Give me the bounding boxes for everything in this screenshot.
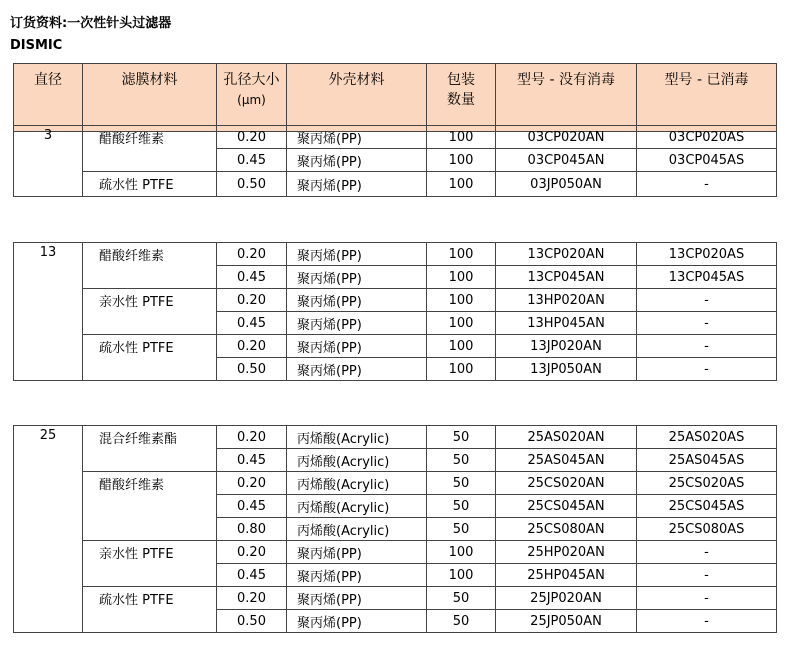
membrane-cell: 混合纤维素酯 <box>83 426 217 472</box>
diameter-cell: 25 <box>14 426 83 633</box>
housing-cell: 丙烯酸(Acrylic) <box>287 426 427 449</box>
housing-cell: 丙烯酸(Acrylic) <box>287 472 427 495</box>
membrane-cell: 醋酸纤维素 <box>83 126 217 172</box>
housing-cell: 聚丙烯(PP) <box>287 541 427 564</box>
pore-size-cell: 0.45 <box>217 449 287 472</box>
diameter-cell: 3 <box>14 126 83 197</box>
quantity-cell: 50 <box>427 610 496 633</box>
table-row <box>14 126 777 149</box>
pore-size-cell: 0.80 <box>217 518 287 541</box>
quantity-cell: 50 <box>427 495 496 518</box>
quantity-cell: 100 <box>427 289 496 312</box>
header-model-sterile: 型号 - 已消毒 <box>637 64 777 132</box>
membrane-cell: 亲水性 PTFE <box>83 541 217 587</box>
model-nonsterile-cell: 25AS045AN <box>496 449 637 472</box>
membrane-cell: 疏水性 PTFE <box>83 587 217 633</box>
diameter-cell: 13 <box>14 243 83 381</box>
header-pore-line1: 孔径大小 <box>223 72 280 88</box>
pore-size-cell: 0.50 <box>217 610 287 633</box>
model-nonsterile-cell: 13CP020AN <box>496 243 637 266</box>
membrane-cell: 亲水性 PTFE <box>83 289 217 335</box>
housing-cell: 聚丙烯(PP) <box>287 358 427 381</box>
housing-cell: 聚丙烯(PP) <box>287 312 427 335</box>
group-table-13mm <box>13 242 777 381</box>
brand-subtitle: DISMIC <box>10 38 63 53</box>
model-sterile-cell: 25AS020AS <box>637 426 777 449</box>
model-sterile-cell: 25CS020AS <box>637 472 777 495</box>
model-nonsterile-cell: 25JP020AN <box>496 587 637 610</box>
model-nonsterile-cell: 25CS020AN <box>496 472 637 495</box>
model-nonsterile-cell: 13CP045AN <box>496 266 637 289</box>
model-sterile-cell: 25CS080AS <box>637 518 777 541</box>
model-nonsterile-cell: 03JP050AN <box>496 172 637 197</box>
quantity-cell: 50 <box>427 449 496 472</box>
model-sterile-cell: 03CP020AS <box>637 126 777 149</box>
table-row <box>14 243 777 266</box>
group-table-25mm <box>13 425 777 633</box>
housing-cell: 聚丙烯(PP) <box>287 126 427 149</box>
model-sterile-cell: 13CP045AS <box>637 266 777 289</box>
membrane-cell: 疏水性 PTFE <box>83 172 217 197</box>
model-nonsterile-cell: 25HP045AN <box>496 564 637 587</box>
housing-cell: 聚丙烯(PP) <box>287 564 427 587</box>
model-nonsterile-cell: 25JP050AN <box>496 610 637 633</box>
header-row <box>14 64 777 132</box>
quantity-cell: 50 <box>427 587 496 610</box>
housing-cell: 聚丙烯(PP) <box>287 266 427 289</box>
table-header <box>13 63 777 132</box>
quantity-cell: 100 <box>427 172 496 197</box>
housing-cell: 丙烯酸(Acrylic) <box>287 495 427 518</box>
table-row <box>14 472 777 495</box>
model-sterile-cell: - <box>637 172 777 197</box>
model-sterile-cell: - <box>637 289 777 312</box>
membrane-cell: 醋酸纤维素 <box>83 472 217 541</box>
pore-size-cell: 0.20 <box>217 472 287 495</box>
housing-cell: 聚丙烯(PP) <box>287 610 427 633</box>
housing-cell: 聚丙烯(PP) <box>287 587 427 610</box>
quantity-cell: 100 <box>427 243 496 266</box>
quantity-cell: 100 <box>427 266 496 289</box>
header-qty-line2: 数量 <box>447 92 475 108</box>
model-sterile-cell: - <box>637 564 777 587</box>
header-housing: 外壳材料 <box>287 64 427 132</box>
model-sterile-cell: 25AS045AS <box>637 449 777 472</box>
model-nonsterile-cell: 13JP020AN <box>496 335 637 358</box>
model-nonsterile-cell: 03CP045AN <box>496 149 637 172</box>
model-sterile-cell: 13CP020AS <box>637 243 777 266</box>
housing-cell: 聚丙烯(PP) <box>287 243 427 266</box>
membrane-cell: 疏水性 PTFE <box>83 335 217 381</box>
header-model-nonsterile: 型号 - 没有消毒 <box>496 64 637 132</box>
quantity-cell: 50 <box>427 518 496 541</box>
housing-cell: 聚丙烯(PP) <box>287 149 427 172</box>
pore-size-cell: 0.45 <box>217 149 287 172</box>
pore-size-cell: 0.45 <box>217 495 287 518</box>
model-nonsterile-cell: 13JP050AN <box>496 358 637 381</box>
quantity-cell: 100 <box>427 358 496 381</box>
page-title: 订货资料:一次性针头过滤器 <box>10 16 172 31</box>
model-sterile-cell: - <box>637 358 777 381</box>
model-sterile-cell: - <box>637 335 777 358</box>
model-nonsterile-cell: 13HP020AN <box>496 289 637 312</box>
table-row <box>14 587 777 610</box>
housing-cell: 聚丙烯(PP) <box>287 335 427 358</box>
quantity-cell: 100 <box>427 126 496 149</box>
header-pore-size <box>217 64 287 132</box>
model-nonsterile-cell: 25HP020AN <box>496 541 637 564</box>
model-sterile-cell: - <box>637 541 777 564</box>
pore-size-cell: 0.20 <box>217 289 287 312</box>
pore-size-cell: 0.50 <box>217 358 287 381</box>
group-table-3mm <box>13 125 777 197</box>
model-sterile-cell: 03CP045AS <box>637 149 777 172</box>
table-row <box>14 426 777 449</box>
pore-size-cell: 0.20 <box>217 426 287 449</box>
housing-cell: 丙烯酸(Acrylic) <box>287 449 427 472</box>
model-sterile-cell: 25CS045AS <box>637 495 777 518</box>
table-row <box>14 335 777 358</box>
quantity-cell: 50 <box>427 472 496 495</box>
model-nonsterile-cell: 25AS020AN <box>496 426 637 449</box>
quantity-cell: 100 <box>427 564 496 587</box>
housing-cell: 丙烯酸(Acrylic) <box>287 518 427 541</box>
pore-size-cell: 0.45 <box>217 312 287 335</box>
table-row <box>14 541 777 564</box>
pore-size-cell: 0.20 <box>217 126 287 149</box>
pore-size-cell: 0.45 <box>217 564 287 587</box>
membrane-cell: 醋酸纤维素 <box>83 243 217 289</box>
pore-size-cell: 0.50 <box>217 172 287 197</box>
quantity-cell: 100 <box>427 312 496 335</box>
housing-cell: 聚丙烯(PP) <box>287 289 427 312</box>
pore-size-cell: 0.20 <box>217 335 287 358</box>
quantity-cell: 100 <box>427 335 496 358</box>
model-sterile-cell: - <box>637 587 777 610</box>
model-nonsterile-cell: 03CP020AN <box>496 126 637 149</box>
model-sterile-cell: - <box>637 610 777 633</box>
quantity-cell: 100 <box>427 541 496 564</box>
pore-size-cell: 0.20 <box>217 541 287 564</box>
housing-cell: 聚丙烯(PP) <box>287 172 427 197</box>
table-row <box>14 289 777 312</box>
model-nonsterile-cell: 25CS080AN <box>496 518 637 541</box>
header-pore-unit: (μm) <box>237 93 266 107</box>
model-nonsterile-cell: 25CS045AN <box>496 495 637 518</box>
quantity-cell: 50 <box>427 426 496 449</box>
pore-size-cell: 0.20 <box>217 243 287 266</box>
table-row <box>14 172 777 197</box>
pore-size-cell: 0.45 <box>217 266 287 289</box>
model-sterile-cell: - <box>637 312 777 335</box>
header-qty-line1: 包装 <box>447 72 475 88</box>
pore-size-cell: 0.20 <box>217 587 287 610</box>
header-diameter: 直径 <box>14 64 83 132</box>
quantity-cell: 100 <box>427 149 496 172</box>
header-quantity <box>427 64 496 132</box>
header-membrane: 滤膜材料 <box>83 64 217 132</box>
model-nonsterile-cell: 13HP045AN <box>496 312 637 335</box>
